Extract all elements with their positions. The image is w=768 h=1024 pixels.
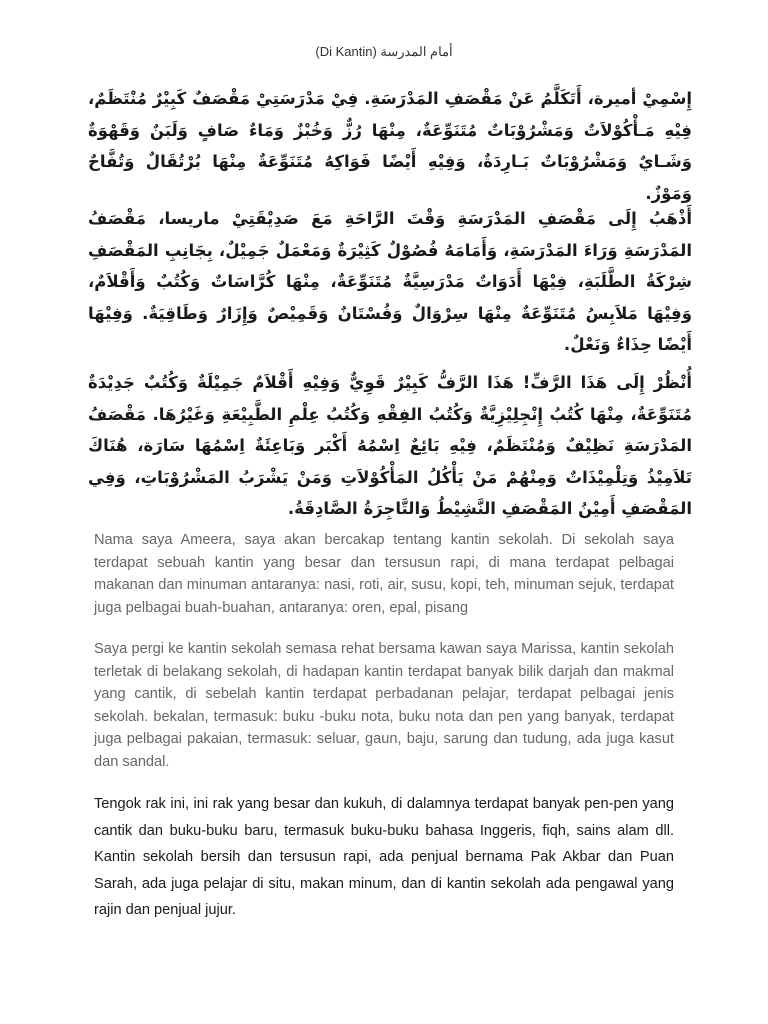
malay-paragraph-2: Saya pergi ke kantin sekolah semasa rehat bersama kawan saya Marissa, kantin sekolah terletak di belakang sekolah, di hadapan kantin terdapat banyak bilik darjah dan makmal yang cantik, di sebelah kantin terdapat perbadanan pelajar, terdapat pelbagai jenis sekolah. bekalan, termasuk: buku -buku nota, buku nota dan pen yang banyak, terdapat juga pelbagai pakaian, termasuk: seluar, gaun, baju, sarung dan tudung, ada juga kasut dan sandal. bbox=[94, 641, 674, 770]
page-title: (Di Kantin) أمام المدرسة bbox=[315, 44, 453, 59]
arabic-paragraph-3: أُنْظُرْ إِلَى هَذَا الرَّفِّ! هَذَا الرَّفُّ كَبِيْرٌ قَوِيٌّ وَفِيْهِ أَقْلاَمٌ جَمِيْلَةٌ وَكُتُبٌ جَدِيْدَةٌ مُتَنَوِّعَةٌ، مِنْهَا كُتُبُ إِنْجِلِيْزِيَّةٌ وَكُتُبُ الفِقْهِ وَكُتُبُ عِلْمِ الطَّبِيْعَةِ وَغَيْرُهَا. مَقْصَفُ المَدْرَسَةِ نَظِيْفٌ وَمُنْتَظَمٌ، فِيْهِ بَائِعٌ اِسْمُهُ أَكْبَر وَبَاعِئَةٌ اِسْمُهَا سَارَة، هُنَاكَ تَلاَمِيْذُ وَتِلْمِيْذَاتٌ وَمِنْهُمْ مَنْ يَأْكُلُ المَأْكُوْلاَتِ وَمَنْ يَشْرَبُ المَشْرُوْبَاتِ، وَفِي المَقْصَفِ أَمِيْنُ المَقْصَفِ النَّشِيْطُ وَالتَّاجِرَةُ الصَّادِقَةُ. bbox=[88, 373, 692, 518]
malay-paragraph-1: Nama saya Ameera, saya akan bercakap tentang kantin sekolah. Di sekolah saya terdapat sebuah kantin yang besar dan tersusun rapi, di mana terdapat pelbagai makanan dan minuman antaranya: nasi, roti, air, susu, kopi, teh, minuman sejuk, terdapat juga pelbagai buah-buahan, antaranya: oren, epal, pisang bbox=[94, 532, 674, 616]
arabic-paragraph-1: إِسْمِيْ أميرة، أَتَكَلَّمُ عَنْ مَقْصَفِ المَدْرَسَةِ. فِيْ مَدْرَسَتِيْ مَقْصَفٌ كَبِيْرٌ مُنْتَظَمٌ، فِيْهِ مَـأْكُوْلاَتٌ وَمَشْرُوْبَاتٌ مُتَنَوِّعَةٌ، مِنْهَا رُزٌّ وَخُبْزٌ وَمَاءٌ صَافٍ وَلَبَنٌ وَقَهْوَةٌ وَشَـايٌ وَمَشْرُوْبَاتٌ بَـارِدَةٌ، وَفِيْهِ أَيْضًا فَوَاكِهُ مُتَنَوِّعَةٌ مِنْهَا بُرْتُقَالٌ وَتُفَّاحٌ وَمَوْزٌ. bbox=[88, 89, 692, 203]
malay-paragraph-3: Tengok rak ini, ini rak yang besar dan kukuh, di dalamnya terdapat banyak pen-pen yang cantik dan buku-buku baru, termasuk buku-buku bahasa Inggeris, fiqh, sains alam dll. Kantin sekolah bersih dan tersusun rapi, ada penjual bernama Pak Akbar dan Puan Sarah, ada juga pelajar di situ, makan minum, dan di kantin sekolah ada pengawal yang rajin dan penjual jujur. bbox=[94, 796, 674, 918]
arabic-paragraph-2: أَذْهَبُ إِلَى مَقْصَفِ المَدْرَسَةِ وَقْتَ الرَّاحَةِ مَعَ صَدِيْقَتِيْ ماريسا، مَقْصَفُ المَدْرَسَةِ وَرَاءَ المَدْرَسَةِ، وَأَمَامَهُ فُصُوْلٌ كَثِيْرَةٌ وَمَعْمَلٌ جَمِيْلٌ، بِجَانِبِ المَقْصَفِ شِرْكَةُ الطَّلَبَةِ، فِيْهَا أَدَوَاتٌ مَدْرَسِيَّةٌ مُتَنَوِّعَةٌ، مِنْهَا كُرَّاسَاتٌ وَكُتُبٌ وَأَقْلاَمٌ، وَفِيْهَا مَلاَبِسُ مُتَنَوِّعَةٌ مِنْهَا سِرْوَالٌ وَفُسْتَانٌ وَقَمِيْصٌ وَإِزَارٌ وَطَاقِيَةٌ. وَفِيْهَا أَيْضًا حِذَاءٌ وَنَعْلٌ. bbox=[88, 209, 692, 354]
